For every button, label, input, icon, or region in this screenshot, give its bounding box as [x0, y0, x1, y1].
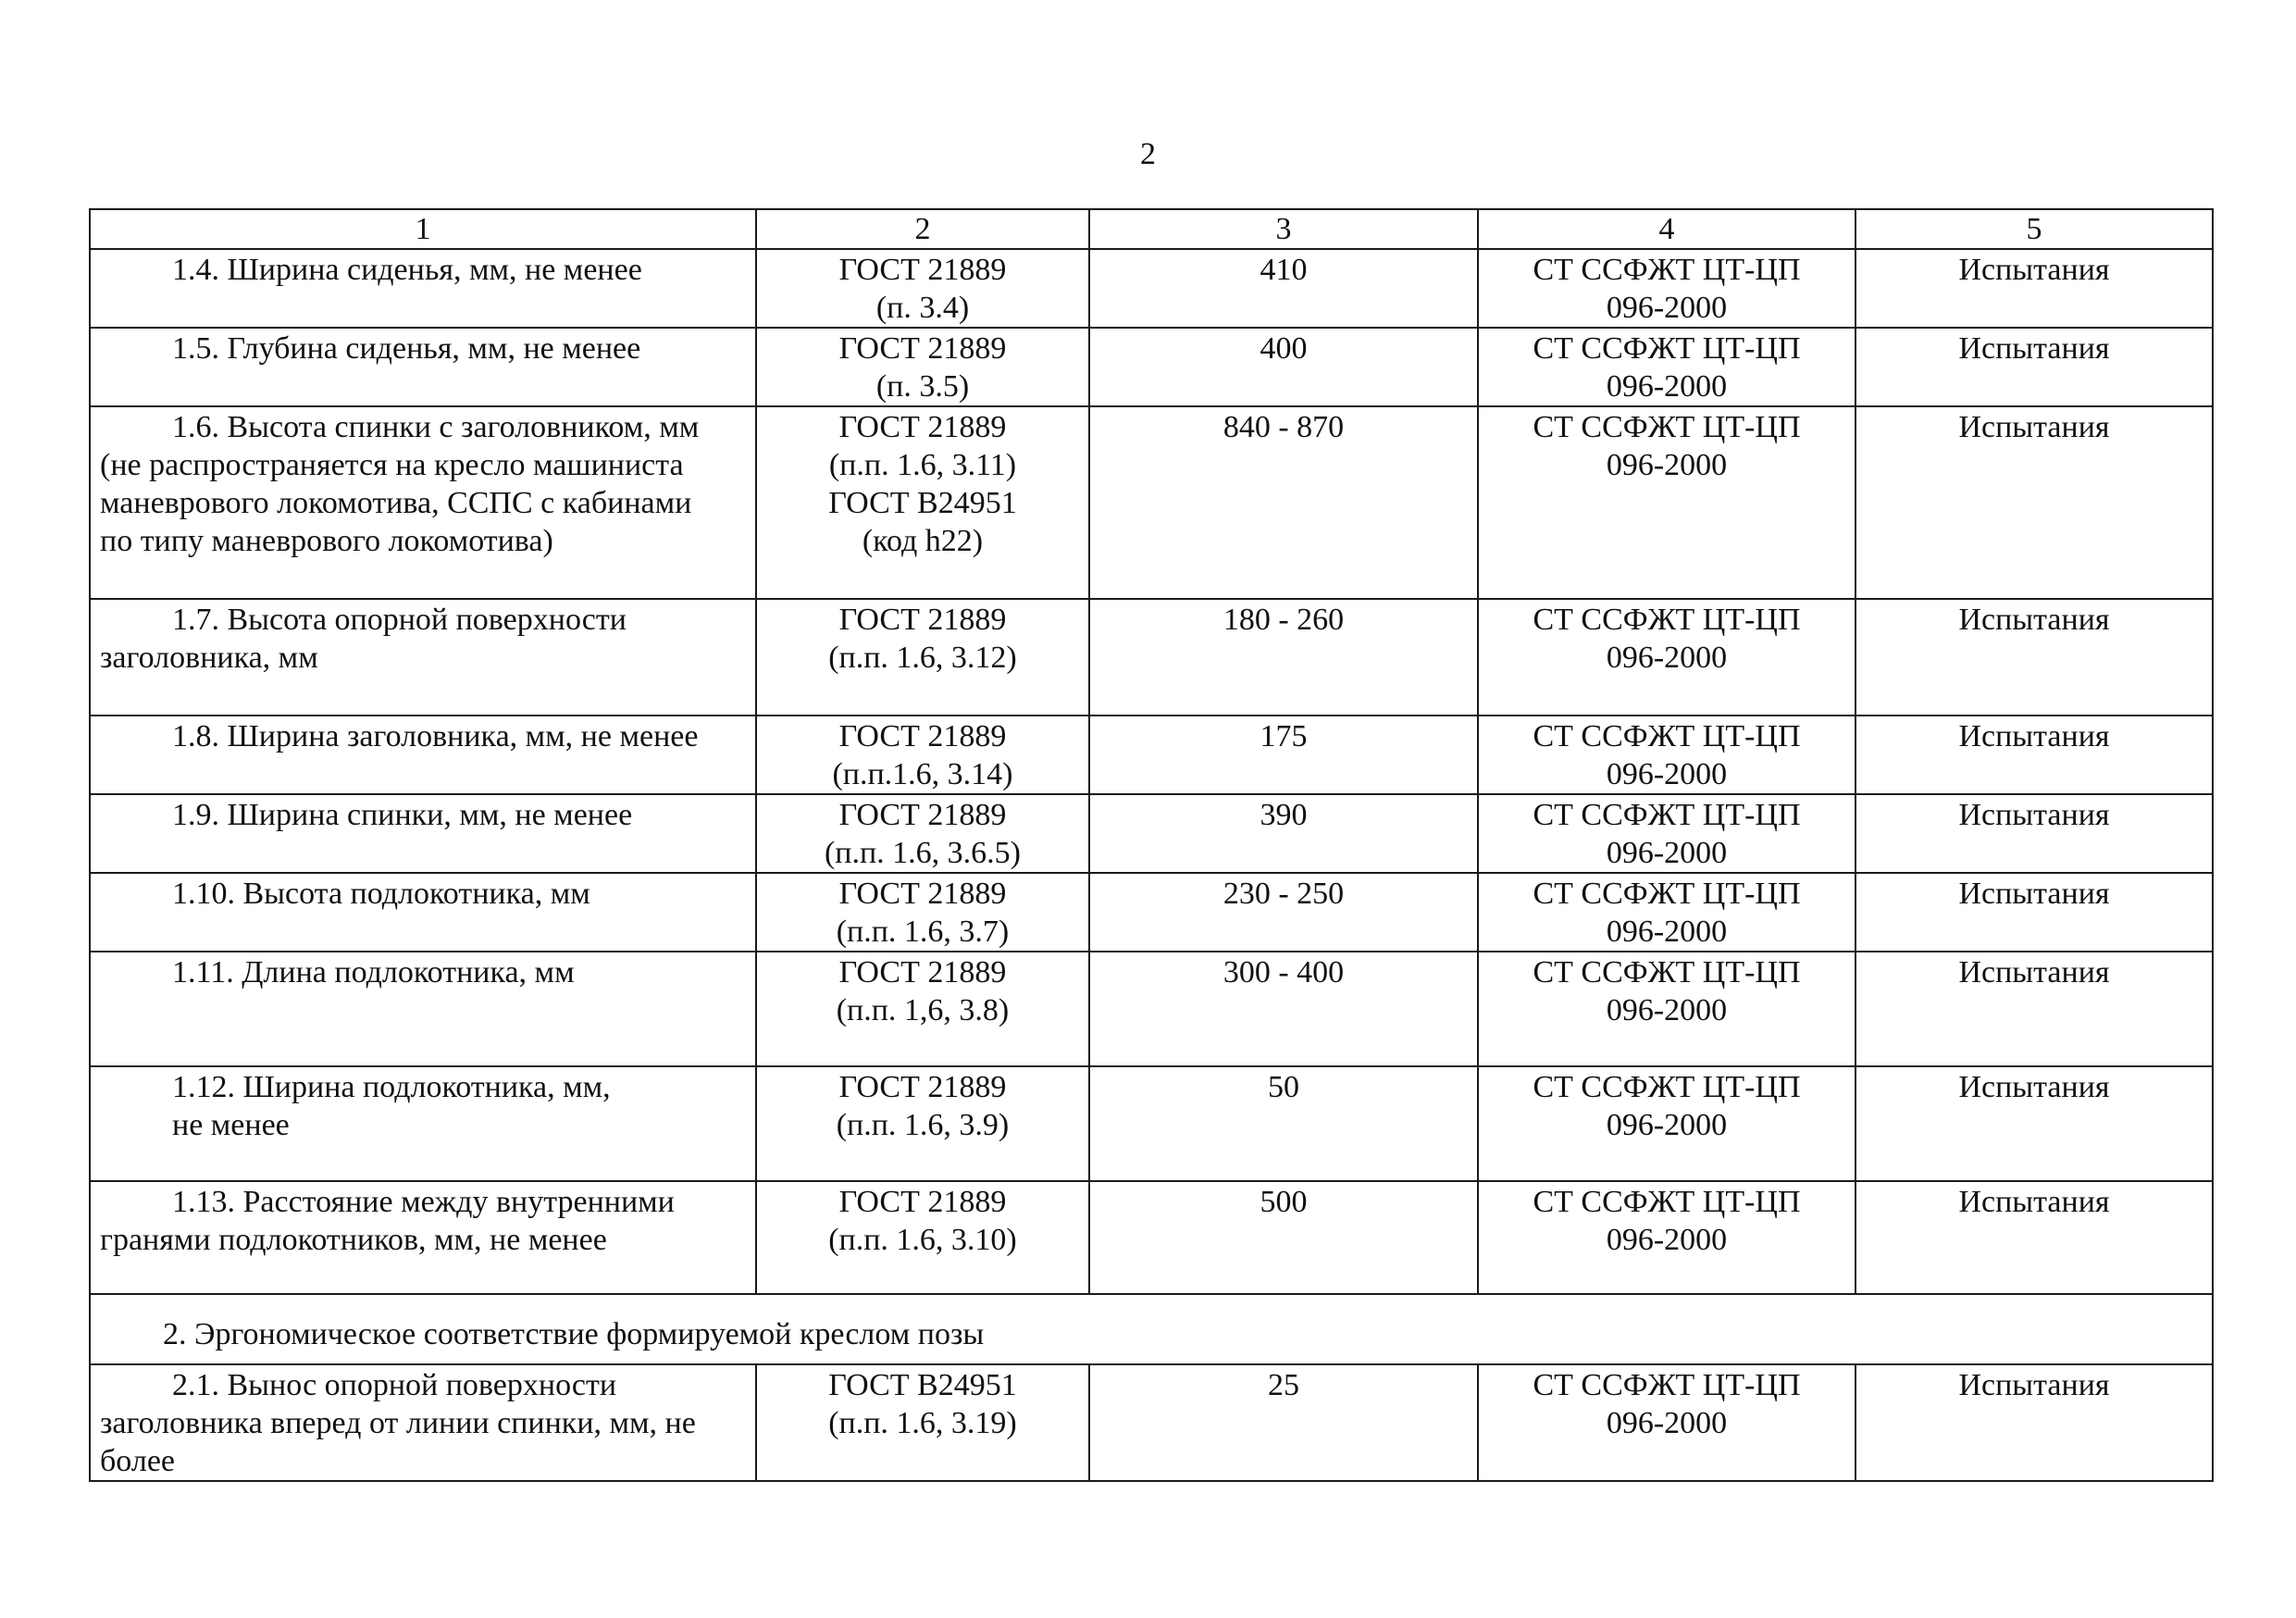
parameter-name-cont: более	[100, 1444, 175, 1478]
control-cell: Испытания	[1855, 873, 2213, 952]
table-row	[90, 249, 2213, 328]
normative-doc-line: ГОСТ 21889	[838, 1070, 1007, 1104]
method-line: 096-2000	[1606, 915, 1728, 949]
parameter-name-cont: маневрового локомотива, ССПС с кабинами	[100, 486, 692, 520]
normative-doc-cell	[756, 873, 1089, 952]
normative-doc-line: ГОСТ 21889	[838, 331, 1007, 366]
normative-doc-cell	[756, 952, 1089, 1066]
parameter-cell	[90, 873, 756, 952]
parameter-name-cont: заголовника, мм	[100, 641, 318, 675]
parameter-cell	[90, 716, 756, 794]
table-row	[90, 873, 2213, 952]
normative-doc-cell	[756, 249, 1089, 328]
normative-doc-line: (п.п. 1.6, 3.9)	[836, 1108, 1010, 1142]
normative-doc-line: (п.п.1.6, 3.14)	[832, 757, 1013, 791]
method-line: 096-2000	[1606, 369, 1728, 404]
parameter-name: 2.1. Вынос опорной поверхности	[172, 1368, 617, 1402]
method-cell	[1478, 794, 1855, 873]
parameter-name: 1.8. Ширина заголовника, мм, не менее	[172, 719, 699, 753]
method-cell	[1478, 873, 1855, 952]
table-row	[90, 794, 2213, 873]
method-line: СТ ССФЖТ ЦТ-ЦП	[1533, 1070, 1801, 1104]
method-line: 096-2000	[1606, 291, 1728, 325]
normative-doc-line: (п.п. 1.6, 3.11)	[828, 448, 1017, 482]
normative-doc-line: ГОСТ 21889	[838, 253, 1007, 287]
control-cell: Испытания	[1855, 952, 2213, 1066]
value-cell: 400	[1089, 328, 1478, 406]
method-line: СТ ССФЖТ ЦТ-ЦП	[1533, 253, 1801, 287]
normative-doc-line: (п.п. 1.6, 3.12)	[828, 641, 1017, 675]
normative-doc-cell	[756, 599, 1089, 716]
method-line: СТ ССФЖТ ЦТ-ЦП	[1533, 1185, 1801, 1219]
method-cell	[1478, 716, 1855, 794]
method-cell	[1478, 599, 1855, 716]
method-cell	[1478, 952, 1855, 1066]
value-cell: 410	[1089, 249, 1478, 328]
normative-doc-line: (п.п. 1,6, 3.8)	[836, 993, 1010, 1027]
table-row	[90, 328, 2213, 406]
parameter-name-cont: (не распространяется на кресло машиниста	[100, 448, 684, 482]
parameter-name-cont: гранями подлокотников, мм, не менее	[100, 1223, 607, 1257]
page-number: 2	[1140, 137, 1156, 171]
method-line: 096-2000	[1606, 836, 1728, 870]
table-row	[90, 716, 2213, 794]
parameter-cell	[90, 328, 756, 406]
normative-doc-line: ГОСТ 21889	[838, 955, 1007, 989]
header-row	[90, 209, 2213, 249]
normative-doc-line: ГОСТ 21889	[838, 1185, 1007, 1219]
method-line: СТ ССФЖТ ЦТ-ЦП	[1533, 719, 1801, 753]
column-number-4: 4	[1478, 209, 1855, 249]
parameter-cell	[90, 794, 756, 873]
parameter-cell	[90, 1181, 756, 1294]
control-cell: Испытания	[1855, 716, 2213, 794]
section-title: 2. Эргономическое соответствие формируемой креслом позы	[90, 1294, 2213, 1364]
control-cell: Испытания	[1855, 249, 2213, 328]
parameter-name-cont: по типу маневрового локомотива)	[100, 524, 553, 558]
value-cell: 175	[1089, 716, 1478, 794]
value-cell: 230 - 250	[1089, 873, 1478, 952]
method-line: СТ ССФЖТ ЦТ-ЦП	[1533, 877, 1801, 911]
table-row	[90, 1364, 2213, 1481]
parameter-name: 1.4. Ширина сиденья, мм, не менее	[172, 253, 642, 287]
method-cell	[1478, 249, 1855, 328]
normative-doc-cell	[756, 1181, 1089, 1294]
control-cell: Испытания	[1855, 1364, 2213, 1481]
parameter-name-cont: не менее	[172, 1108, 290, 1142]
method-line: СТ ССФЖТ ЦТ-ЦП	[1533, 603, 1801, 637]
method-cell	[1478, 1364, 1855, 1481]
control-cell: Испытания	[1855, 406, 2213, 599]
normative-doc-line: ГОСТ 21889	[838, 410, 1007, 444]
method-cell	[1478, 1066, 1855, 1181]
column-number-5: 5	[1855, 209, 2213, 249]
method-line: СТ ССФЖТ ЦТ-ЦП	[1533, 1368, 1801, 1402]
value-cell: 300 - 400	[1089, 952, 1478, 1066]
parameter-name: 1.5. Глубина сиденья, мм, не менее	[172, 331, 641, 366]
parameter-name: 1.7. Высота опорной поверхности	[172, 603, 627, 637]
method-line: 096-2000	[1606, 1406, 1728, 1440]
method-line: 096-2000	[1606, 993, 1728, 1027]
method-cell	[1478, 406, 1855, 599]
table-row	[90, 1066, 2213, 1181]
control-cell: Испытания	[1855, 1181, 2213, 1294]
parameter-cell	[90, 599, 756, 716]
normative-doc-cell	[756, 406, 1089, 599]
normative-doc-line: ГОСТ В24951	[828, 486, 1017, 520]
normative-doc-line: ГОСТ В24951	[828, 1368, 1017, 1402]
normative-doc-line: ГОСТ 21889	[838, 877, 1007, 911]
normative-doc-cell	[756, 1066, 1089, 1181]
method-line: 096-2000	[1606, 757, 1728, 791]
value-cell: 25	[1089, 1364, 1478, 1481]
table-row	[90, 1181, 2213, 1294]
parameter-cell	[90, 952, 756, 1066]
parameter-cell	[90, 1364, 756, 1481]
method-line: СТ ССФЖТ ЦТ-ЦП	[1533, 798, 1801, 832]
normative-doc-line: (п.п. 1.6, 3.19)	[828, 1406, 1017, 1440]
parameter-cell	[90, 406, 756, 599]
normative-doc-line: (код h22)	[862, 524, 984, 558]
control-cell: Испытания	[1855, 328, 2213, 406]
normative-doc-line: (п. 3.4)	[875, 291, 970, 325]
parameter-cell	[90, 249, 756, 328]
column-number-1: 1	[90, 209, 756, 249]
normative-doc-line: ГОСТ 21889	[838, 798, 1007, 832]
method-line: СТ ССФЖТ ЦТ-ЦП	[1533, 955, 1801, 989]
value-cell: 180 - 260	[1089, 599, 1478, 716]
method-line: 096-2000	[1606, 448, 1728, 482]
normative-doc-line: (п. 3.5)	[875, 369, 970, 404]
control-cell: Испытания	[1855, 794, 2213, 873]
table-row	[90, 406, 2213, 599]
parameter-name: 1.11. Длина подлокотника, мм	[172, 955, 575, 989]
value-cell: 50	[1089, 1066, 1478, 1181]
parameter-name-cont: заголовника вперед от линии спинки, мм, не	[100, 1406, 696, 1440]
table-row	[90, 952, 2213, 1066]
normative-doc-line: (п.п. 1.6, 3.7)	[836, 915, 1010, 949]
section-row	[90, 1294, 2213, 1364]
parameter-name: 1.6. Высота спинки с заголовником, мм	[172, 410, 700, 444]
normative-doc-line: (п.п. 1.6, 3.6.5)	[824, 836, 1022, 870]
normative-doc-line: (п.п. 1.6, 3.10)	[828, 1223, 1017, 1257]
control-cell: Испытания	[1855, 599, 2213, 716]
method-line: 096-2000	[1606, 1108, 1728, 1142]
method-line: СТ ССФЖТ ЦТ-ЦП	[1533, 331, 1801, 366]
method-line: 096-2000	[1606, 1223, 1728, 1257]
value-cell: 840 - 870	[1089, 406, 1478, 599]
normative-doc-line: ГОСТ 21889	[838, 719, 1007, 753]
parameter-name: 1.10. Высота подлокотника, мм	[172, 877, 590, 911]
table-row	[90, 599, 2213, 716]
method-line: 096-2000	[1606, 641, 1728, 675]
parameter-name: 1.12. Ширина подлокотника, мм,	[172, 1070, 611, 1104]
method-line: СТ ССФЖТ ЦТ-ЦП	[1533, 410, 1801, 444]
requirements-table	[89, 208, 2214, 1482]
normative-doc-line: ГОСТ 21889	[838, 603, 1007, 637]
normative-doc-cell	[756, 716, 1089, 794]
method-cell	[1478, 328, 1855, 406]
normative-doc-cell	[756, 1364, 1089, 1481]
normative-doc-cell	[756, 794, 1089, 873]
parameter-cell	[90, 1066, 756, 1181]
normative-doc-cell	[756, 328, 1089, 406]
parameter-name: 1.13. Расстояние между внутренними	[172, 1185, 675, 1219]
parameter-name: 1.9. Ширина спинки, мм, не менее	[172, 798, 633, 832]
control-cell: Испытания	[1855, 1066, 2213, 1181]
value-cell: 500	[1089, 1181, 1478, 1294]
column-number-2: 2	[756, 209, 1089, 249]
value-cell: 390	[1089, 794, 1478, 873]
column-number-3: 3	[1089, 209, 1478, 249]
method-cell	[1478, 1181, 1855, 1294]
